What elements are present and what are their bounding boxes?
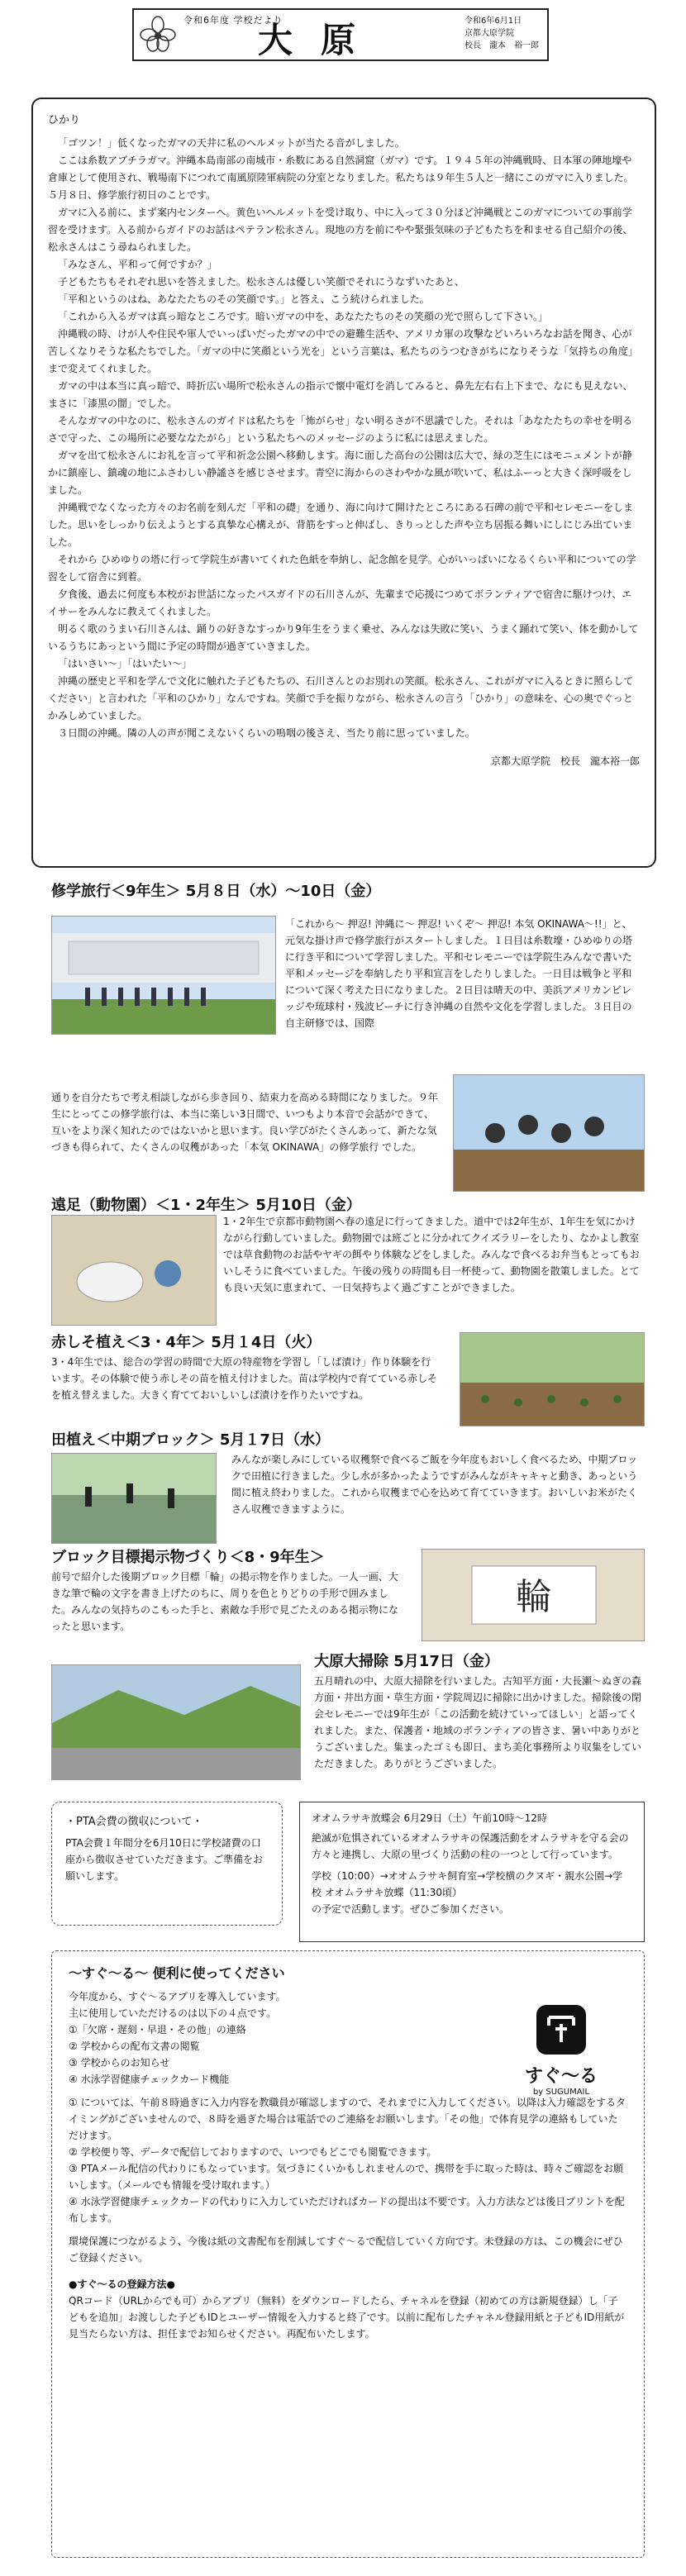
omurasaki-box: [299, 1802, 645, 1942]
sugooru-box: [51, 1950, 645, 2558]
omurasaki-detail: 学校（10:00）→オオムラサキ飼育室→学校横のクヌギ・親水公園→学校 オオムラサキ放蝶（11:30頃）: [312, 1870, 623, 1898]
sugooru-note-item: ① については、午前８時過ぎに入力内容を教職員が確認しますので、それまでに入力してください。以降は入力確認をするタイミングがございませんので、８時を過ぎた場合は電話でのご連絡をお願いします。「その他」で体育見学の連絡もしていただけます。: [69, 2097, 626, 2141]
block-text: 前号で紹介した後期ブロック目標「輪」の掲示物を作りました。一人一画、大きな筆で輪の文字を書き上げたのちに、周りを色とりどりの手形で囲みました。みんなの気持ちのこもった手と、素敵な手形で見ごたえのある掲示物になったと思います。: [51, 1571, 399, 1632]
pta-box: [51, 1802, 283, 1926]
essay-paragraph: ガマを出て松永さんにお礼を言って平和祈念公園へ移動します。海に面した高台の公園は広大で、緑の芝生にはモニュメントが静かに鎮座し、鎮魂の地にふさわしい静謐さを感じさせます。青空に海からのさわやかな風が吹いて、私はふーっと大きく深呼吸をしました。: [48, 450, 632, 496]
essay-paragraph: 沖縄戦の時、けが人や住民や軍人でいっぱいだったガマの中での避難生活や、アメリカ軍の攻撃などいろいろなお話を聞き、心が苦しくなりそうな私たちでした。「ガマの中に笑顔という光を」という言葉は、私たちのうつむきがちになりそうな「気持ちの角度」まで変えてくれました。: [48, 328, 638, 374]
sugooru-note-list: [69, 2094, 627, 2226]
flower-emblem-icon: [139, 15, 177, 53]
trip-photo: [51, 916, 276, 1035]
sugooru-feature-item: ④ 水泳学習健康チェックカード機能: [69, 2074, 230, 2085]
essay-paragraph: ３日間の沖縄。隣の人の声が聞こえないくらいの嗚咽の後さえ、当たり前に思っていました。: [58, 727, 475, 739]
school-name: 京都大原学院: [464, 29, 514, 38]
essay-paragraph: 「ゴツン！」低くなったガマの天井に私のヘルメットが当たる音がしました。: [58, 137, 405, 149]
essay-paragraph: 「はいさい～」「はいたい～」: [58, 658, 193, 669]
essay-signature: 京都大原学院 校長 瀧本裕一郎: [490, 755, 640, 767]
essay-paragraph: ここは糸数アブチラガマ。沖縄本島南部の南城市・糸数にある自然洞窟（ガマ）です。１９４５年の沖縄戦時、日本軍の陣地壕や倉庫として使用され、戦場南下につれて南風原陸軍病院の分室となりました。私たちは９年生５人と一緒にこのガマに入りました。５月８日、修学旅行初日のことです。: [48, 155, 634, 201]
pta-text: PTA会費１年間分を6月10日に学校諸費の口座から徴収させていただきます。ご準備をお願いします。: [65, 1837, 264, 1882]
newsletter-kicker: 令和6年度 学校だより: [183, 15, 283, 26]
sugooru-reg-text: QRコード（URLからでも可）からアプリ（無料）をダウンロードしたら、チャネルを登録（初めての方は新規登録）し「子どもを追加」お渡しした子どもIDとユーザー情報を入力すると終了です。以前に配布したチャネル登録用紙と子どもID用紙が見当たらない方は、担任までお知らせください。再配布いたします。: [69, 2295, 625, 2340]
essay-paragraph: 沖縄戦でなくなった方々のお名前を刻んだ「平和の礎」を通り、海に向けて開けたところにある石碑の前で平和セレモニーをしました。思いをしっかり伝えようとする真摯な心構えが、背筋をすっと伸ばし、きりっとした声や立ち居振る舞いにしにじみ出ていました。: [48, 502, 634, 548]
cleanup-title: 大原大掃除 5月17日（金）: [314, 1653, 499, 1670]
students-photo-illustration: [454, 1075, 644, 1191]
rice-photo: [51, 1453, 217, 1544]
omurasaki-title: オオムラサキ放蝶会 6月29日（土）午前10時～12時: [312, 1812, 547, 1824]
sugooru-note-item: ④ 水泳学習健康チェックカードの代わりに入力していただければカードの提出は不要です。入力方法などは後日プリントを配布します。: [69, 2196, 625, 2224]
sugooru-intro2: 主に使用していただけるのは以下の４点です。: [69, 2007, 277, 2019]
poster-photo-illustration: [422, 1550, 644, 1640]
field-photo-illustration: [460, 1333, 644, 1426]
essay-heading: ひかり: [48, 114, 81, 126]
essay-paragraph: そんなガマの中なのに、松永さんのガイドは私たちを「怖がらせ」ない明るさが不思議でした。それは「あなたたちの幸せを明るさで守った、この場所に必要ななたがら」という私たちへのメッセージのように私には思えました。: [48, 415, 633, 444]
block-photo: [422, 1549, 645, 1641]
block-title: ブロック目標掲示物づくり＜8・9年生＞: [51, 1549, 325, 1566]
sugooru-title: ～すぐ～る～ 便利に使ってください: [69, 1965, 285, 1981]
cleanup-photo: [51, 1664, 301, 1780]
masthead-meta: [464, 15, 539, 52]
sugooru-note-item: ③ PTAメール配信の代わりにもなっています。気づきにくいかもしれませんので、携帯を手に取った時は、時々ご確認をお願いします。（メールでも情報を受け取れます。）: [69, 2163, 623, 2191]
rice-title: 田植え＜中期ブロック＞ 5月１7日（水）: [51, 1431, 330, 1449]
omurasaki-note: の予定で活動します。ぜひご参加ください。: [312, 1903, 510, 1915]
principal-name: 校長 瀧本 裕一郎: [464, 41, 539, 50]
issue-date: 令和6年6月1日: [464, 17, 522, 26]
sugooru-reg-title: ●すぐ～るの登録方法●: [69, 2278, 175, 2290]
essay-paragraph: 「これから入るガマは真っ暗なところです。暗いガマの中を、あなたたちのその笑顔の光で照らして下さい。」: [58, 311, 548, 322]
sugooru-note-item: ② 学校便り等、データで配信しておりますので、いつでもどこでも閲覧できます。: [69, 2146, 437, 2158]
newsletter-title: 大原: [258, 20, 384, 60]
essay-paragraph: 「平和というのはね、あなたたちのその笑顔です。」と答え、こう続けられました。: [58, 293, 430, 305]
essay-paragraph: ガマの中は本当に真っ暗で、時折広い場所で松永さんの指示で懐中電灯を消してみると、鼻先左右右上下まで、なにも見えない、まさに「漆黒の闇」でした。: [48, 380, 633, 409]
sugooru-feature-item: ② 学校からの配布文書の閲覧: [69, 2040, 200, 2052]
excursion-text: 1・2年生で京都市動物園へ春の遠足に行ってきました。道中では2年生が、1年生を気にかけながら行動していました。動物園では班ごとに分かれてクイズラリーをしたり、なかよし教室では草食動物のお話やヤギの餌やり体験などをしました。みんなで食べるお弁当もとってもおいしそうに食べていました。午後の残りの時間も目一杯使って、動物園を散策しました。とても良い天気に恵まれて、一日気持ちよく過ごすことができました。: [223, 1216, 640, 1293]
essay-paragraph: それから ひめゆりの塔に行って学院生が書いてくれた色紙を奉納し、記念館を見学。心がいっぱいになるくらい平和についての学習をして宿舎に到着。: [48, 554, 636, 583]
trip-photo-2: [453, 1074, 645, 1192]
excursion-title: 遠足（動物園）＜1・2年生＞ 5月10日（金）: [51, 1197, 361, 1214]
app-logo-icon: [532, 2001, 590, 2059]
essay-body: [48, 135, 640, 742]
sugooru-logo-sub: by SUGUMAIL: [532, 2088, 590, 2097]
essay-paragraph: 夕食後、過去に何度も本校がお世話になったバスガイドの石川さんが、先輩まで応援につめてボランティアで宿舎に駆けつけ、エイサーをみんなに教えてくれました。: [48, 588, 632, 617]
sugooru-logo: [495, 2001, 627, 2097]
essay-paragraph: 沖縄の歴史と平和を学んで文化に触れた子どもたちの、石川さんとのお別れの笑顔。松永さん、これがガマに入るときに照らしてください」と言われた「平和のひかり」なんですね。笑顔で手を振りながら、松永さんの言う「ひかり」の意味を、心の奥でぐっとかみしめていました。: [48, 675, 634, 721]
poster-character: 輪: [516, 1576, 552, 1618]
pta-title: ・PTA会費の徴収について・: [65, 1816, 203, 1828]
essay-paragraph: 子どもたちもそれぞれ思いを答えました。松永さんは優しい笑顔でそれにうなずいたあと、: [58, 276, 465, 288]
paddy-photo-illustration: [52, 1454, 216, 1543]
essay-paragraph: 明るく歌のうまい石川さんは、踊りの好きなすっかり9年生をうまく乗せ、みんなは失敗に笑い、うまく踊れて笑い、体を動かしているうちにあっという間に予定の時間が過ぎていきました。: [48, 623, 639, 652]
sugooru-feature-item: ①「欠席・遅刻・早退・その他」の連絡: [69, 2024, 246, 2036]
group-photo-illustration: [52, 917, 275, 1034]
trip-text-bottom: 通りを自分たちで考え相談しながら歩き回り、結束力を高める時間になりました。９年生にとってこの修学旅行は、本当に楽しい3日間で、いつもより本音で会話ができて、互いをより深く知れたのではないかと思います。良い学びがたくさんあって、新たな気づきも得られて、たくさんの収穫があった「本気 OKINAWA」の修学旅行 でした。: [51, 1092, 438, 1153]
sugooru-closing: 環境保護につながるよう、今後は紙の文書配布を削減してすぐ～るで配信していく方向です。未登録の方は、この機会にぜひご登録ください。: [69, 2236, 623, 2264]
shiso-text: 3・4年生では、総合の学習の時間で大原の特産物を学習し「しば漬け」作り体験を行います。その体験で使う赤しその苗を植え付けました。苗は学校内で育てている赤しそを植え替えました。大きく育てておいしいしば漬けを作りたいですね。: [51, 1356, 438, 1401]
cleanup-text: 五月晴れの中、大原大掃除を行いました。古知平方面・大長瀬～ぬぎの森方面・井出方面・草生方面・学院周辺に掃除に出かけました。掃除後の閉会セレモニーでは9年生が「この活動を続けていってほしい」と語ってくれました。また、保護者・地域のボランティアの皆さま、暑い中ありがとうございました。集まったゴミも即日、まち美化事務所より収集をしていただきました。ありがとうございました。: [314, 1675, 642, 1769]
omurasaki-text: 絶滅が危惧されているオオムラサキの保護活動をオムラサキを守る会の方々と連携し、大原の里づくり活動の柱の一つとして行っています。: [312, 1832, 629, 1860]
trip-text-top: 「これから～ 押忍! 沖縄に～ 押忍! いくぞ～ 押忍! 本気 OKINAWA～!!」と、元気な掛け声で修学旅行がスタートしました。１日目は糸数壕・ひめゆりの塔に行き平和について学習しました。平和セレモニーでは学院生みんなで書いた平和メッセージを奉納したり平和宣言をしたりしました。一日目は戦争と平和について深く考えた日になりました。２日目は晴天の中、美浜アメリカンビレッジや琉球村・残波ビーチに行き沖縄の自然や文化を学習しました。３日目の自主研修では、国際: [285, 918, 633, 1029]
village-photo-illustration: [52, 1665, 300, 1779]
rice-text: みんなが楽しみにしている収穫祭で食べるご飯を今年度もおいしく食べるため、中期ブロックで田植に行きました。少し水が多かったようですがみんながキャキャと動き、あっという間に植え終わりました。これから収穫まで心を込めて育てていきます。おいしいお米がたくさん収穫できますように。: [231, 1454, 638, 1515]
essay-paragraph: ガマに入る前に、まず案内センターへ。黄色いヘルメットを受け取り、中に入って３０分ほど沖縄戦とこのガマについての事前学習を受けます。入る前からガイドのお話はペテラン松永さん。現地の方を前にやや緊張気味の子どもたちを和ませる自己紹介の後、松永さんはこう尋ねられました。: [48, 207, 633, 253]
masthead: [132, 8, 549, 61]
essay-paragraph: 「みなさん、平和って何ですか？」: [58, 259, 217, 270]
zoo-photo-illustration: [52, 1216, 216, 1325]
shiso-photo: [460, 1332, 645, 1426]
sugooru-feature-item: ③ 学校からのお知らせ: [69, 2057, 170, 2069]
excursion-photo: [51, 1215, 217, 1326]
principal-essay: [31, 98, 656, 868]
sugooru-intro1: 今年度から、すぐ～るアプリを導入しています。: [69, 1991, 286, 2002]
sugooru-logo-text: すぐ～る: [524, 2066, 598, 2087]
trip-title: 修学旅行＜9年生＞ 5月８日（水）～10日（金）: [51, 883, 381, 900]
shiso-title: 赤しそ植え＜3・4年＞ 5月１4日（火）: [51, 1334, 322, 1351]
